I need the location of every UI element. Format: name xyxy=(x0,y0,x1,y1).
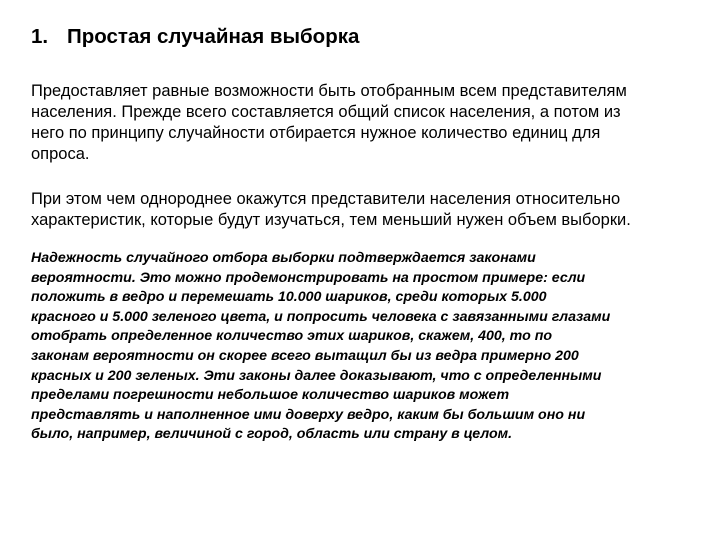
text-line: опроса. xyxy=(31,145,90,163)
title-number: 1. xyxy=(31,25,49,48)
text-line: законам вероятности он скорее всего вытащил бы из ведра примерно 200 xyxy=(31,347,579,364)
text-line: пределами погрешности небольшое количество шариков может xyxy=(31,387,510,404)
title-text: Простая случайная выборка xyxy=(67,25,360,48)
text-line: красных и 200 зеленых. Эти законы далее доказывают, что с определенными xyxy=(31,367,602,384)
text-line: населения. Прежде всего составляется общий список населения, а потом из xyxy=(31,103,621,121)
text-line: вероятности. Это можно продемонстрировать на простом примере: если xyxy=(31,269,586,286)
paragraph-intro xyxy=(31,81,696,165)
text-line: положить в ведро и перемешать 10.000 шариков, среди которых 5.000 xyxy=(31,289,547,306)
text-line: При этом чем однороднее окажутся представители населения относительно xyxy=(31,190,621,208)
text-line: красного и 5.000 зеленого цвета, и попросить человека с завязанными глазами xyxy=(31,308,611,325)
slide-title xyxy=(31,24,359,50)
paragraph-reliability xyxy=(31,249,691,445)
text-line: него по принципу случайности отбирается нужное количество единиц для xyxy=(31,124,601,142)
text-line: Надежность случайного отбора выборки подтверждается законами xyxy=(31,250,536,266)
text-line: было, например, величиной с город, область или страну в целом. xyxy=(31,426,513,443)
text-line: отобрать определенное количество этих шариков, скажем, 400, то по xyxy=(31,328,553,345)
text-line: Предоставляет равные возможности быть отобранным всем представителям xyxy=(31,82,627,100)
text-line: представлять и наполненное ими доверху ведро, каким бы большим оно ни xyxy=(31,406,586,423)
text-line: характеристик, которые будут изучаться, тем меньший нужен объем выборки. xyxy=(31,211,631,229)
paragraph-homogeneity xyxy=(31,189,696,231)
